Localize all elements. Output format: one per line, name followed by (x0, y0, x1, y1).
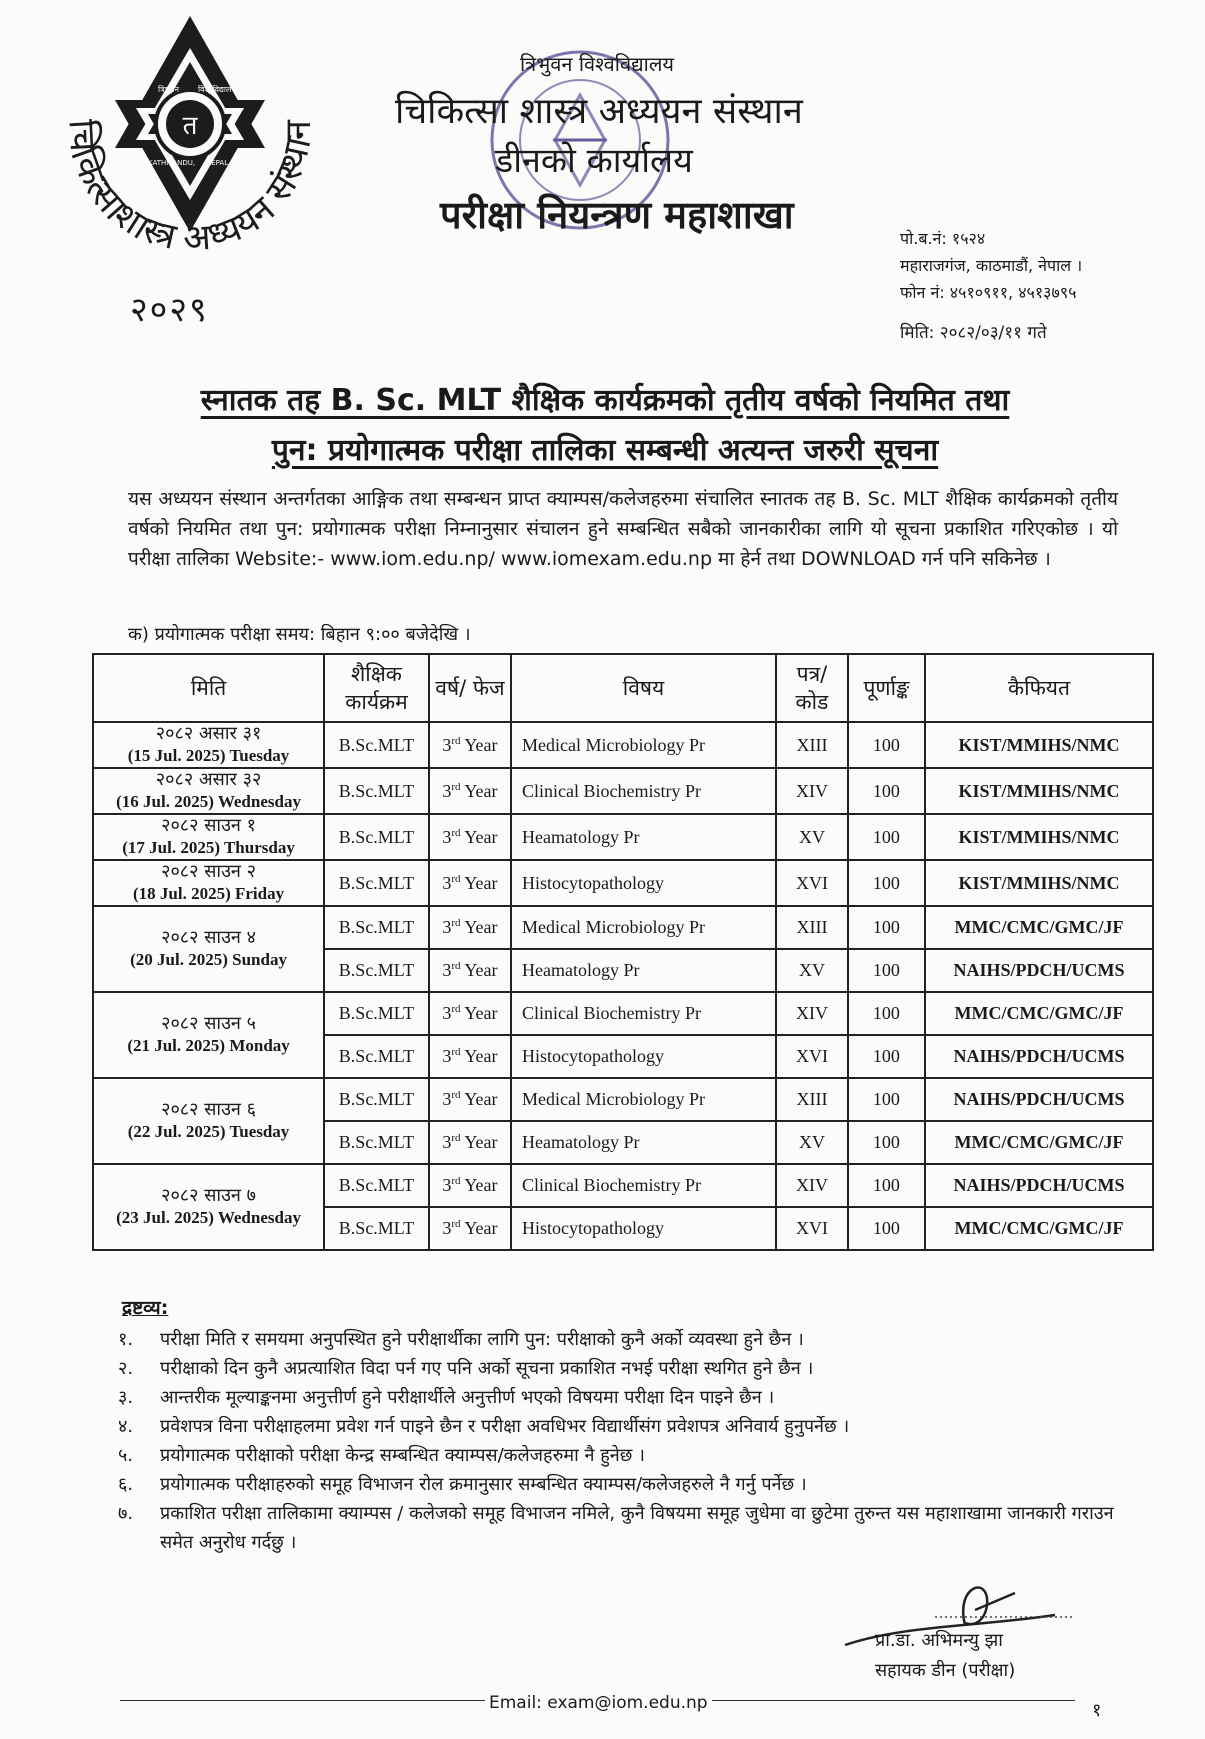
cell-program: B.Sc.MLT (324, 949, 429, 992)
table-row (93, 992, 1153, 1035)
year-suffix: rd (451, 1046, 461, 1058)
cell-subject: Heamatology Pr (511, 814, 776, 860)
date-en: (16 Jul. 2025) Wednesday (116, 792, 301, 811)
cell-year (429, 1207, 511, 1250)
logo-arc-text: चिकित्साशास्त्र अध्ययन संस्थान (60, 118, 320, 260)
year-number: 3 (442, 1175, 452, 1195)
cell-code: XV (776, 814, 848, 860)
note-text: प्रकाशित परीक्षा तालिकामा क्याम्पस / कलेजको समूह विभाजन नमिले, कुनै विषयमा समूह जुधेमा वा छुटेमा तुरुन्त यस महाशाखामा जानकारी गराउन समेत अनुरोध गर्दछु । (160, 1503, 1114, 1553)
signatory-title: सहायक डीन (परीक्षा) (875, 1660, 1016, 1681)
cell-code: XVI (776, 1035, 848, 1078)
cell-code: XIV (776, 992, 848, 1035)
table-row (93, 1164, 1153, 1207)
cell-program: B.Sc.MLT (324, 722, 429, 768)
contact-block (900, 225, 1082, 306)
logo-year: २०२९ (130, 290, 209, 330)
cell-subject: Clinical Biochemistry Pr (511, 1164, 776, 1207)
svg-text:त: त (182, 111, 198, 141)
cell-program: B.Sc.MLT (324, 1035, 429, 1078)
year-number: 3 (442, 917, 452, 937)
notes-heading: द्रष्टव्य: (122, 1297, 169, 1319)
cell-year (429, 814, 511, 860)
cell-code: XV (776, 949, 848, 992)
year-word: Year (464, 960, 498, 980)
note-number: २. (118, 1358, 134, 1379)
year-number: 3 (442, 1132, 452, 1152)
cell-marks: 100 (848, 949, 925, 992)
year-suffix: rd (451, 734, 461, 747)
title-line-2: पुन: प्रयोगात्मक परीक्षा तालिका सम्बन्धी अत्यन्त जरुरी सूचना (271, 433, 939, 468)
logo-inner-bottom-left: KATHMANDU, (148, 159, 196, 167)
cell-year (429, 1164, 511, 1207)
cell-code: XV (776, 1121, 848, 1164)
signatory-name: प्रा.डा. अभिमन्यु झा (875, 1630, 1003, 1651)
cell-subject: Histocytopathology (511, 1035, 776, 1078)
cell-subject: Histocytopathology (511, 860, 776, 906)
date-np: २०८२ साउन २ (161, 861, 257, 882)
cell-program: B.Sc.MLT (324, 1121, 429, 1164)
cell-marks: 100 (848, 1207, 925, 1250)
date-en: (22 Jul. 2025) Tuesday (127, 1122, 290, 1141)
logo-inner-bottom-right: NEPAL (206, 159, 229, 167)
date-np: २०८२ असार ३१ (155, 723, 262, 744)
cell-marks: 100 (848, 906, 925, 949)
year-suffix: rd (451, 826, 461, 839)
year-word: Year (464, 1175, 498, 1195)
header-full-marks: पूर्णाङ्क (848, 654, 925, 722)
date-np: २०८२ साउन ५ (161, 1013, 257, 1034)
cell-remarks: KIST/MMIHS/NMC (925, 768, 1153, 814)
header-date: मिति (93, 654, 324, 722)
header-subject: विषय (511, 654, 776, 722)
year-number: 3 (442, 780, 452, 801)
logo-inner-top-left: त्रिभुवन (158, 85, 179, 94)
cell-subject: Histocytopathology (511, 1207, 776, 1250)
cell-remarks: MMC/CMC/GMC/JF (925, 906, 1153, 949)
date-np: २०८२ साउन १ (161, 815, 257, 836)
cell-year (429, 906, 511, 949)
cell-date (93, 906, 324, 992)
list-item (118, 1470, 1118, 1499)
cell-code: XIII (776, 1078, 848, 1121)
cell-date (93, 768, 324, 814)
cell-subject: Heamatology Pr (511, 1121, 776, 1164)
header-code: पत्र/ कोड (776, 654, 848, 722)
cell-marks: 100 (848, 722, 925, 768)
year-word: Year (464, 872, 498, 893)
cell-date (93, 860, 324, 906)
table-row (93, 860, 1153, 906)
cell-year (429, 1078, 511, 1121)
note-number: ३. (118, 1387, 134, 1408)
cell-marks: 100 (848, 1078, 925, 1121)
year-number: 3 (442, 734, 452, 755)
exam-schedule-table (92, 653, 1154, 1251)
cell-year (429, 1035, 511, 1078)
cell-remarks: NAIHS/PDCH/UCMS (925, 1035, 1153, 1078)
cell-marks: 100 (848, 1164, 925, 1207)
cell-date (93, 814, 324, 860)
cell-year (429, 860, 511, 906)
header-remarks: कैफियत (925, 654, 1153, 722)
cell-remarks: KIST/MMIHS/NMC (925, 814, 1153, 860)
cell-year (429, 992, 511, 1035)
year-word: Year (464, 1218, 498, 1238)
cell-remarks: NAIHS/PDCH/UCMS (925, 1164, 1153, 1207)
date-np: २०८२ साउन ७ (161, 1185, 257, 1206)
cell-code: XIV (776, 1164, 848, 1207)
table-row (93, 1078, 1153, 1121)
cell-remarks: NAIHS/PDCH/UCMS (925, 949, 1153, 992)
year-word: Year (464, 1046, 498, 1066)
cell-marks: 100 (848, 814, 925, 860)
note-text: प्रयोगात्मक परीक्षाको परीक्षा केन्द्र सम्बन्धित क्याम्पस/कलेजहरुमा नै हुनेछ । (160, 1445, 645, 1466)
cell-subject: Clinical Biochemistry Pr (511, 992, 776, 1035)
note-number: ५. (118, 1445, 134, 1466)
table-row (93, 814, 1153, 860)
header-year: वर्ष/ फेज (429, 654, 511, 722)
list-item (118, 1412, 1118, 1441)
note-number: ७. (118, 1503, 134, 1524)
cell-program: B.Sc.MLT (324, 1207, 429, 1250)
year-suffix: rd (451, 1132, 461, 1144)
date-en: (21 Jul. 2025) Monday (127, 1036, 290, 1055)
cell-code: XVI (776, 860, 848, 906)
note-number: १. (118, 1329, 134, 1350)
year-word: Year (464, 917, 498, 937)
date-np: २०८२ असार ३२ (155, 769, 262, 790)
cell-program: B.Sc.MLT (324, 860, 429, 906)
note-number: ६. (118, 1474, 134, 1495)
date-np: २०८२ साउन ४ (161, 927, 257, 948)
year-suffix: rd (451, 917, 461, 929)
year-word: Year (464, 734, 498, 755)
date-en: (15 Jul. 2025) Tuesday (127, 746, 290, 765)
cell-date (93, 1078, 324, 1164)
cell-remarks: KIST/MMIHS/NMC (925, 722, 1153, 768)
list-item (118, 1441, 1118, 1470)
cell-date (93, 722, 324, 768)
cell-date (93, 992, 324, 1078)
table-header-row (93, 654, 1153, 722)
cell-remarks: NAIHS/PDCH/UCMS (925, 1078, 1153, 1121)
year-number: 3 (442, 1003, 452, 1023)
year-suffix: rd (451, 1218, 461, 1230)
date-en: (18 Jul. 2025) Friday (132, 884, 285, 903)
year-suffix: rd (451, 780, 461, 793)
exam-time: क) प्रयोगात्मक परीक्षा समय: बिहान ९:०० बजेदेखि । (128, 624, 471, 645)
cell-subject: Medical Microbiology Pr (511, 906, 776, 949)
cell-code: XIV (776, 768, 848, 814)
year-suffix: rd (451, 872, 461, 885)
list-item (118, 1383, 1118, 1412)
po-box: पो.ब.नं: १५२४ (900, 229, 986, 248)
year-number: 3 (442, 826, 452, 847)
note-text: प्रयोगात्मक परीक्षाहरुको समूह विभाजन रोल क्रमानुसार सम्बन्धित क्याम्पस/कलेजहरुले नै गर्नु पर्नेछ । (160, 1474, 807, 1495)
notice-date: मिति: २०८२/०३/११ गते (900, 323, 1047, 343)
note-text: परीक्षाको दिन कुनै अप्रत्याशित विदा पर्न गए पनि अर्को सूचना प्रकाशित नभई परीक्षा स्थगित हुने छैन । (160, 1358, 814, 1379)
cell-marks: 100 (848, 768, 925, 814)
cell-program: B.Sc.MLT (324, 768, 429, 814)
table-row (93, 722, 1153, 768)
institute-name: चिकित्सा शास्त्र अध्ययन संस्थान (395, 91, 803, 132)
note-text: आन्तरीक मूल्याङ्कनमा अनुत्तीर्ण हुने परीक्षार्थीले अनुत्तीर्ण भएको विषयमा परीक्षा दिन पाइने छैन । (160, 1387, 775, 1408)
date-np: २०८२ साउन ६ (161, 1099, 257, 1120)
year-number: 3 (442, 872, 452, 893)
cell-marks: 100 (848, 860, 925, 906)
intro-paragraph: यस अध्ययन संस्थान अन्तर्गतका आङ्गिक तथा सम्बन्धन प्राप्त क्याम्पस/कलेजहरुमा संचालित स्नातक तह B. Sc. MLT शैक्षिक कार्यक्रमको तृतीय वर्षको नियमित तथा पुन: प्रयोगात्मक परीक्षा निम्नानुसार संचालन हुने सम्बन्धित सबैको जानकारीका लागि यो सूचना प्रकाशित गरिएकोछ । यो परीक्षा तालिका Website:- www.iom.edu.np/ www.iomexam.edu.np मा हेर्न तथा DOWNLOAD गर्न पनि सकिनेछ । (128, 488, 1118, 570)
institute-logo (40, 10, 340, 310)
date-en: (17 Jul. 2025) Thursday (122, 838, 295, 857)
year-number: 3 (442, 960, 452, 980)
notice-title (90, 376, 1120, 476)
year-word: Year (464, 780, 498, 801)
cell-code: XIII (776, 906, 848, 949)
note-text: परीक्षा मिति र समयमा अनुपस्थित हुने परीक्षार्थीका लागि पुन: परीक्षाको कुनै अर्को व्यवस्था हुने छैन । (160, 1329, 804, 1350)
cell-year (429, 949, 511, 992)
office-name: डीनको कार्यालय (495, 141, 693, 181)
year-word: Year (464, 1003, 498, 1023)
table-row (93, 768, 1153, 814)
phone: फोन नं: ४५१०९११, ४५१३७९५ (900, 283, 1077, 302)
date-en: (20 Jul. 2025) Sunday (130, 950, 287, 969)
year-suffix: rd (451, 1003, 461, 1015)
page-number: १ (1092, 1700, 1102, 1721)
cell-program: B.Sc.MLT (324, 992, 429, 1035)
footer-email: Email: exam@iom.edu.np (485, 1693, 712, 1713)
address: महाराजगंज, काठमाडौं, नेपाल । (900, 256, 1083, 275)
date-en: (23 Jul. 2025) Wednesday (116, 1208, 301, 1227)
cell-remarks: MMC/CMC/GMC/JF (925, 992, 1153, 1035)
year-suffix: rd (451, 1175, 461, 1187)
cell-subject: Medical Microbiology Pr (511, 1078, 776, 1121)
cell-program: B.Sc.MLT (324, 906, 429, 949)
year-number: 3 (442, 1218, 452, 1238)
list-item (118, 1499, 1118, 1557)
header-program: शैक्षिक कार्यक्रम (324, 654, 429, 722)
division-name: परीक्षा नियन्त्रण महाशाखा (440, 193, 794, 237)
list-item (118, 1354, 1118, 1383)
cell-year (429, 1121, 511, 1164)
year-number: 3 (442, 1046, 452, 1066)
year-suffix: rd (451, 960, 461, 972)
cell-marks: 100 (848, 1121, 925, 1164)
table-row (93, 906, 1153, 949)
cell-subject: Clinical Biochemistry Pr (511, 768, 776, 814)
cell-code: XVI (776, 1207, 848, 1250)
year-word: Year (464, 1089, 498, 1109)
note-text: प्रवेशपत्र विना परीक्षाहलमा प्रवेश गर्न पाइने छैन र परीक्षा अवधिभर विद्यार्थीसंग प्रवेशपत्र अनिवार्य हुनुपर्नेछ । (160, 1416, 850, 1437)
title-line-1: स्नातक तह B. Sc. MLT शैक्षिक कार्यक्रमको तृतीय वर्षको नियमित तथा (200, 383, 1010, 418)
cell-remarks: KIST/MMIHS/NMC (925, 860, 1153, 906)
cell-marks: 100 (848, 992, 925, 1035)
cell-program: B.Sc.MLT (324, 814, 429, 860)
year-suffix: rd (451, 1089, 461, 1101)
logo-inner-top-right: विश्वविद्यालय (198, 85, 237, 94)
cell-date (93, 1164, 324, 1250)
cell-code: XIII (776, 722, 848, 768)
cell-subject: Medical Microbiology Pr (511, 722, 776, 768)
year-word: Year (464, 826, 498, 847)
cell-year (429, 722, 511, 768)
university-name: त्रिभुवन विश्वविद्यालय (520, 52, 675, 76)
cell-marks: 100 (848, 1035, 925, 1078)
notes-list (118, 1325, 1118, 1557)
list-item (118, 1325, 1118, 1354)
cell-program: B.Sc.MLT (324, 1078, 429, 1121)
cell-subject: Heamatology Pr (511, 949, 776, 992)
year-number: 3 (442, 1089, 452, 1109)
cell-remarks: MMC/CMC/GMC/JF (925, 1121, 1153, 1164)
cell-remarks: MMC/CMC/GMC/JF (925, 1207, 1153, 1250)
cell-program: B.Sc.MLT (324, 1164, 429, 1207)
note-number: ४. (118, 1416, 134, 1437)
year-word: Year (464, 1132, 498, 1152)
cell-year (429, 768, 511, 814)
